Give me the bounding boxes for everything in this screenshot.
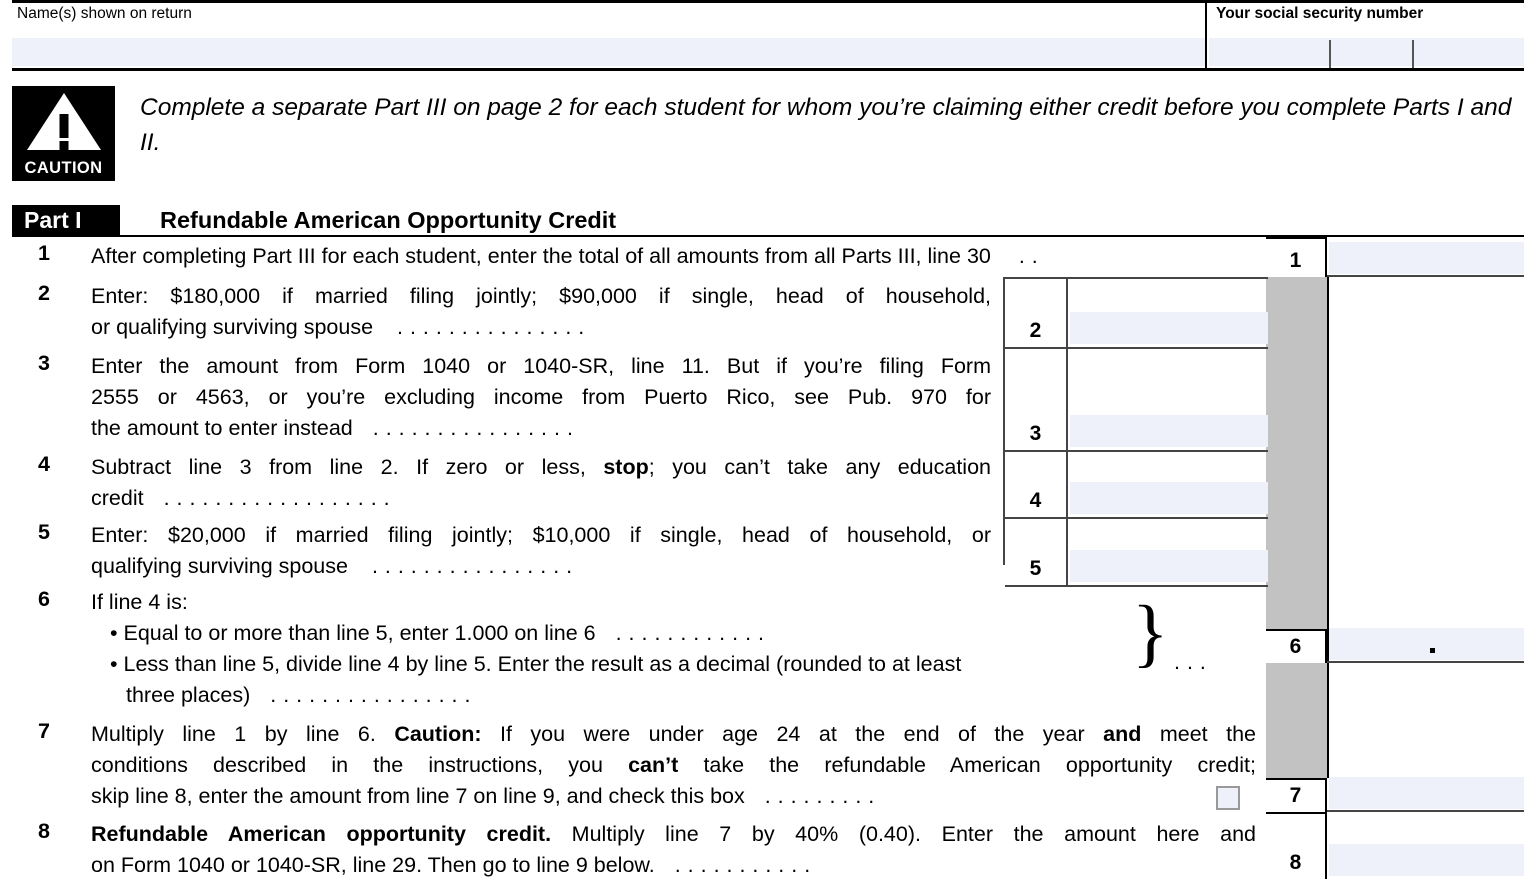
line-1-text: After completing Part III for each student, enter the total of all amounts from all Parts III, line 30 . .: [91, 244, 1039, 268]
line-7-checkbox[interactable]: [1216, 786, 1240, 810]
line-6-decimal-input[interactable]: [1329, 628, 1524, 660]
line-2-box-number: 2: [1005, 279, 1068, 347]
line-8-amount-input[interactable]: [1329, 844, 1524, 876]
shaded-column-lines-2-5: [1266, 277, 1327, 565]
part-i-title: Refundable American Opportunity Credit: [160, 207, 617, 233]
inner-amount-column: [1003, 277, 1268, 580]
line-6-bullet-2b: three places) . . . . . . . . . . . . . . . .: [126, 683, 471, 707]
line-4-box-number: 4: [1005, 452, 1068, 517]
header-row: [12, 3, 1524, 68]
line-4-amount-input[interactable]: [1070, 482, 1268, 514]
line-2-number: 2: [38, 281, 50, 305]
line-2-text-b: or qualifying surviving spouse . . . . . . . . . . . . . . .: [91, 315, 585, 339]
line-6-intro: If line 4 is:: [91, 590, 188, 614]
shaded-column-above-line-6: [1266, 565, 1327, 629]
ssn-divider-1: [1329, 40, 1331, 68]
line-1-underline: [1327, 275, 1524, 277]
name-field-label: Name(s) shown on return: [17, 5, 192, 22]
line-7-amount-box: [1266, 778, 1524, 812]
line-6-bullet-2: • Less than line 5, divide line 4 by line 5. Enter the result as a decimal (rounded to at least: [110, 652, 962, 676]
line-4-text-a: Subtract line 3 from line 2. If zero or less, stop; you can’t take any education: [91, 455, 991, 479]
line-5-text-b: qualifying surviving spouse . . . . . . . . . . . . . . . .: [91, 554, 573, 578]
shaded-column-below-line-6: [1266, 663, 1327, 778]
caution-exclamation-dot: [59, 141, 68, 150]
caution-text: Complete a separate Part III on page 2 for each student for whom you’re claiming either credit before you complete Parts I and II.: [140, 94, 1512, 156]
line-3-text-a: Enter the amount from Form 1040 or 1040-SR, line 11. But if you’re filing Form: [91, 354, 991, 378]
line-2-amount-input[interactable]: [1070, 312, 1268, 344]
line-3-text-b: 2555 or 4563, or you’re excluding income from Puerto Rico, see Pub. 970 for: [91, 385, 991, 409]
ssn-divider-2: [1412, 40, 1414, 68]
line-5-inner-box: [1005, 519, 1268, 587]
ssn-field-label: Your social security number: [1216, 5, 1424, 22]
line-3-box-number: 3: [1005, 349, 1068, 450]
line-5-number: 5: [38, 520, 50, 544]
ssn-field-cell: [1205, 3, 1524, 68]
line-7-box-number: 7: [1266, 778, 1327, 812]
name-input[interactable]: [12, 38, 1205, 66]
part-i-header: [12, 205, 1524, 237]
line-6-decimal-point: [1430, 648, 1435, 653]
line-2-inner-box: [1005, 279, 1268, 349]
line-5-amount-input[interactable]: [1070, 550, 1268, 582]
line-8-amount-box: [1266, 812, 1524, 879]
caution-icon-label: CAUTION: [24, 159, 103, 177]
line-6-number: 6: [38, 587, 50, 611]
line-3-amount-input[interactable]: [1070, 415, 1268, 447]
line-3-inner-box: [1005, 349, 1268, 452]
part-i-tag: Part I: [12, 205, 120, 235]
line-7-number: 7: [38, 719, 50, 743]
line-8-text-b: on Form 1040 or 1040-SR, line 29. Then go to line 9 below. . . . . . . . . . . .: [91, 853, 811, 877]
line-6-amount-box: [1266, 629, 1524, 663]
line-6-underline: [1327, 661, 1524, 663]
line-7-text-a: Multiply line 1 by line 6. Caution: If you were under age 24 at the end of the year and meet the: [91, 722, 1256, 746]
line-1-row: [12, 237, 1266, 277]
header-bottom-rule: [12, 68, 1524, 71]
part-i-body: [12, 237, 1524, 879]
name-field-cell: [12, 3, 1205, 68]
line-1-box-number: 1: [1266, 237, 1327, 277]
caution-icon: [12, 86, 115, 181]
line-3-text-c: the amount to enter instead . . . . . . . . . . . . . . . .: [91, 416, 574, 440]
caution-exclamation-bar: [59, 114, 68, 138]
line-8-number: 8: [38, 819, 50, 843]
line-1-amount-box: [1266, 237, 1524, 277]
ssn-input[interactable]: [1209, 38, 1524, 66]
line-7-text-c: skip line 8, enter the amount from line 7 on line 9, and check this box . . . . . . . . .: [91, 784, 875, 808]
caution-block: [12, 86, 1524, 186]
amount-column-left-rule: [1327, 277, 1329, 778]
line-4-number: 4: [38, 452, 50, 476]
line-6-brace-leaders: . . .: [1174, 650, 1207, 674]
line-7-amount-input[interactable]: [1329, 777, 1524, 809]
line-6-brace-icon: }: [1132, 591, 1169, 675]
line-4-inner-box: [1005, 452, 1268, 519]
line-8-box-number: 8: [1266, 812, 1327, 879]
line-5-text-a: Enter: $20,000 if married filing jointly; $10,000 if single, head of household, or: [91, 523, 991, 547]
line-1-amount-input[interactable]: [1329, 242, 1524, 274]
line-1-number: 1: [38, 241, 50, 265]
line-7-text-b: conditions described in the instructions, you can’t take the refundable American opportunity credit;: [91, 753, 1256, 777]
line-4-text-b: credit . . . . . . . . . . . . . . . . . .: [91, 486, 391, 510]
line-3-number: 3: [38, 351, 50, 375]
line-5-box-number: 5: [1005, 519, 1068, 585]
line-2-text-a: Enter: $180,000 if married filing jointly; $90,000 if single, head of household,: [91, 284, 991, 308]
line-8-text-a: Refundable American opportunity credit. Multiply line 7 by 40% (0.40). Enter the amount here and: [91, 822, 1256, 846]
line-6-box-number: 6: [1266, 629, 1327, 663]
line-6-bullet-1: • Equal to or more than line 5, enter 1.000 on line 6 . . . . . . . . . . . .: [110, 621, 765, 645]
